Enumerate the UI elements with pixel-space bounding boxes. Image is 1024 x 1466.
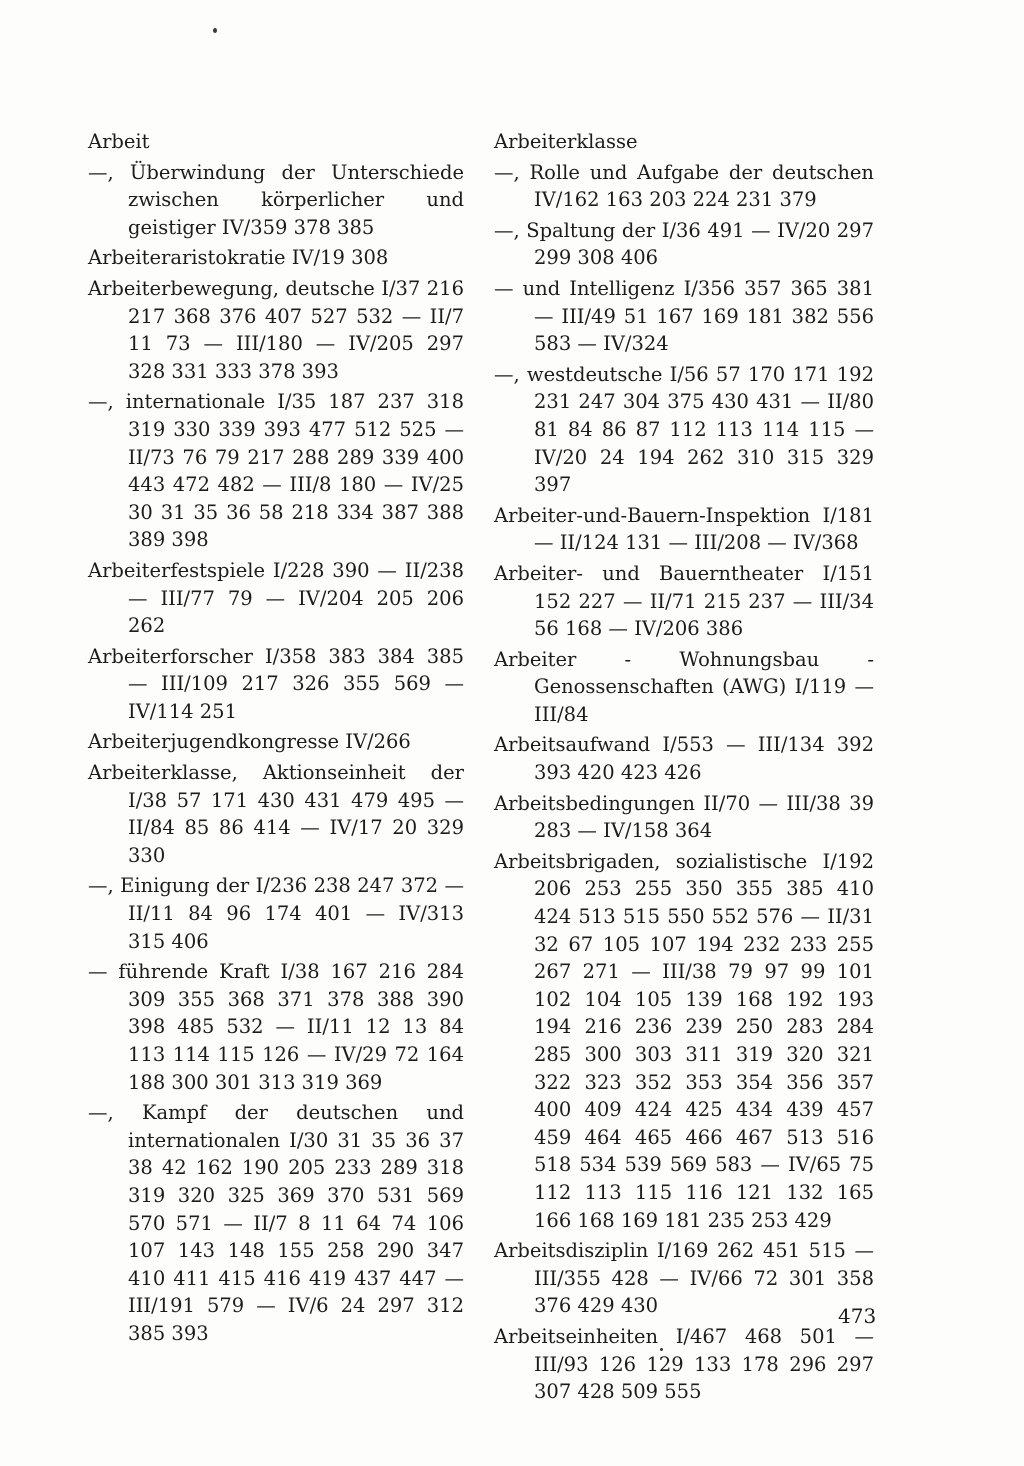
index-entry: Arbeitsdisziplin I/169 262 451 515 — III/355 428 — IV/66 72 301 358 376 429 430 <box>494 1239 874 1318</box>
index-entry: Arbeiterfestspiele I/228 390 — II/238 — III/77 79 — IV/204 205 206 262 <box>88 558 464 638</box>
index-column-left <box>88 128 464 1351</box>
index-entry: —, Spaltung der I/36 491 — IV/20 297 299 308 406 <box>494 218 874 270</box>
index-entry: Arbeiterbewegung, deutsche I/37 216 217 368 376 407 527 532 — II/7 11 73 — III/180 — IV/205 297 328 331 333 378 393 <box>88 276 464 383</box>
index-entry: —, Kampf der deutschen und internationalen I/30 31 35 36 37 38 42 162 190 205 233 289 318 319 320 325 369 370 531 569 570 571 — II/7 8 11 64 74 106 107 143 148 155 258 290 347 410 411 415 416 419 437 447 — III/191 579 — IV/6 24 297 312 385 393 <box>88 1101 464 1345</box>
index-entry: — führende Kraft I/38 167 216 284 309 355 368 371 378 388 390 398 485 532 — II/11 12 13 84 113 114 115 126 — IV/29 72 164 188 300 301 313 319 369 <box>88 960 464 1094</box>
index-entry: —, internationale I/35 187 237 318 319 330 339 393 477 512 525 — II/73 76 79 217 288 289 339 400 443 472 482 — III/8 180 — IV/25 30 31 35 36 58 218 334 387 388 389 398 <box>88 390 464 552</box>
index-entry: — und Intelligenz I/356 357 365 381 — III/49 51 167 169 181 382 556 583 — IV/324 <box>494 276 874 356</box>
index-entry: Arbeitsaufwand I/553 — III/134 392 393 420 423 426 <box>494 733 874 785</box>
index-entry: Arbeiter-und-Bauern-Inspektion I/181 — II/124 131 — III/208 — IV/368 <box>494 503 874 555</box>
index-entry: Arbeiter- und Bauerntheater I/151 152 227 — II/71 215 237 — III/34 56 168 — IV/206 386 <box>494 561 874 641</box>
index-entry: —, Rolle und Aufgabe der deutschen IV/162 163 203 224 231 379 <box>494 160 874 212</box>
index-entry: Arbeitsbedingungen II/70 — III/38 39 283 — IV/158 364 <box>494 791 874 843</box>
index-entry: Arbeiterjugendkongresse IV/266 <box>88 730 411 754</box>
index-entry: —, Überwindung der Unterschiede zwischen körperlicher und geistiger IV/359 378 385 <box>88 160 464 239</box>
index-entry: Arbeiter - Wohnungsbau - Genossenschaften (AWG) I/119 — III/84 <box>494 647 874 726</box>
index-entry: Arbeiterklasse <box>494 130 638 153</box>
index-column-right <box>494 128 877 1409</box>
index-entry: Arbeit <box>88 130 150 153</box>
index-entry: Arbeiterklasse, Aktionseinheit der I/38 57 171 430 431 479 495 — II/84 85 86 414 — IV/17 20 329 330 <box>88 761 464 867</box>
index-entry: —, westdeutsche I/56 57 170 171 192 231 247 304 375 430 431 — II/80 81 84 86 87 112 113 114 115 — IV/20 24 194 262 310 315 329 397 <box>494 362 874 497</box>
index-entry: Arbeitseinheiten I/467 468 501 — III/93 126 129 133 178 296 297 307 428 509 555 <box>494 1324 874 1404</box>
page-number: 473 <box>838 1304 877 1328</box>
ink-speck <box>213 28 217 33</box>
index-entry: Arbeiterforscher I/358 383 384 385 — III/109 217 326 355 569 — IV/114 251 <box>88 644 464 723</box>
index-entry: Arbeiteraristokratie IV/19 308 <box>88 246 389 270</box>
index-entry: Arbeitsbrigaden, sozialistische I/192 206 253 255 350 355 385 410 424 513 515 550 552 576 — II/31 32 67 105 107 194 232 233 255 267 271 — III/38 79 97 99 101 102 104 105 139 168 192 193 194 216 236 239 250 283 284 285 300 303 311 319 320 321 322 323 352 353 354 356 357 400 409 424 425 434 439 457 459 464 465 466 467 513 516 518 534 539 569 583 — IV/65 75 112 113 115 116 121 132 165 166 168 169 181 235 253 429 <box>494 849 874 1232</box>
index-entry: —, Einigung der I/236 238 247 372 — II/11 84 96 174 401 — IV/313 315 406 <box>88 874 464 953</box>
